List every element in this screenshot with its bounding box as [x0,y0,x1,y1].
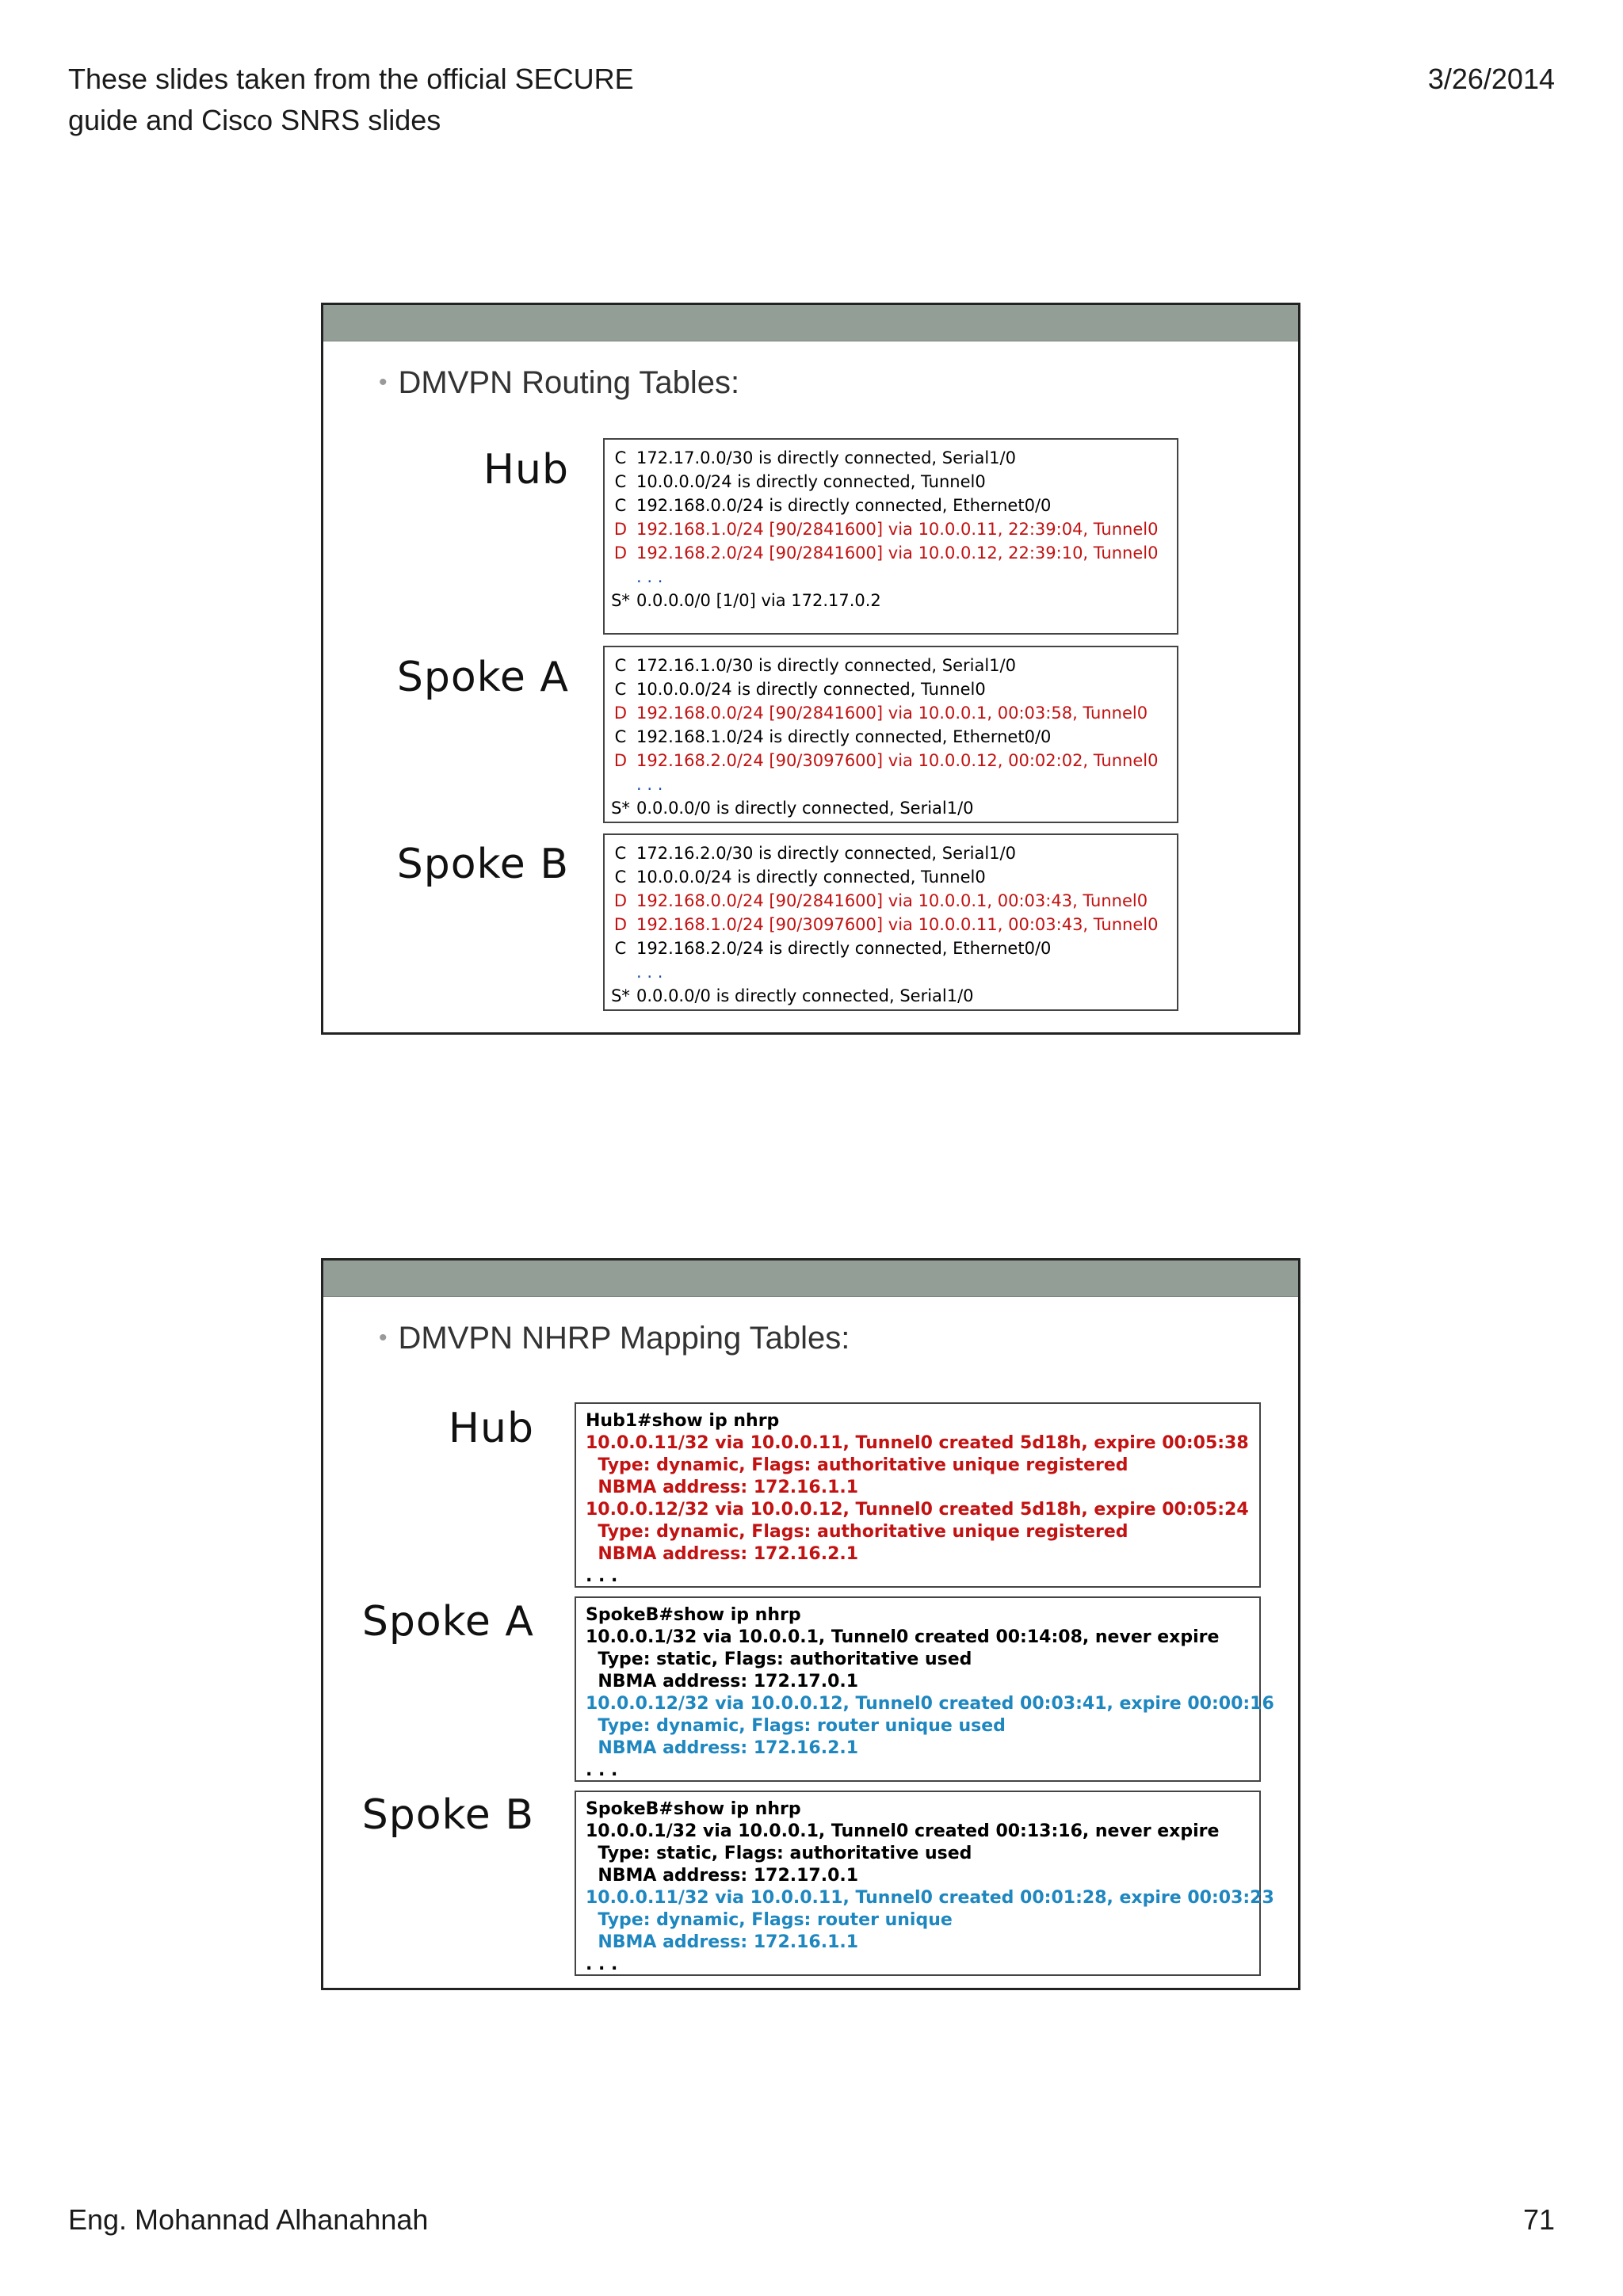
route-entry [605,772,1177,796]
device-label-spoke-b: Spoke B [396,841,569,888]
route-text: 10.0.0.0/24 is directly connected, Tunnel0 [636,680,986,699]
route-code: D [613,520,628,539]
route-code: C [614,868,627,887]
nhrp-line: . . . [586,1760,618,1780]
nhrp-line: Type: dynamic, Flags: authoritative unique registered [586,1522,1128,1542]
route-entry [605,446,1177,470]
device-label-spoke-b: Spoke B [361,1791,534,1839]
nhrp-line: NBMA address: 172.16.1.1 [586,1932,859,1952]
slide-routing-tables [321,303,1300,1035]
route-entry [605,796,1177,820]
nhrp-line: NBMA address: 172.16.2.1 [586,1544,859,1564]
route-text: 0.0.0.0/0 [1/0] via 172.17.0.2 [636,591,881,610]
nhrp-line: 10.0.0.12/32 via 10.0.0.12, Tunnel0 created 5d18h, expire 00:05:24 [586,1500,1249,1520]
route-code: C [614,727,627,746]
route-text: . . . [636,775,663,794]
route-code: D [613,915,628,934]
route-entry [605,677,1177,701]
route-code: C [614,939,627,958]
route-code: C [614,844,627,863]
route-text: 192.168.1.0/24 [90/3097600] via 10.0.0.11, 00:03:43, Tunnel0 [636,915,1159,934]
route-entry [605,589,1177,612]
slide-title [379,365,739,401]
nhrp-line: . . . [586,1955,618,1974]
slide-nhrp-tables [321,1258,1300,1990]
route-code [605,565,636,589]
route-text: 0.0.0.0/0 is directly connected, Serial1/0 [636,986,974,1005]
device-label-hub: Hub [448,1405,534,1452]
route-code: C [614,472,627,491]
route-text: 192.168.0.0/24 is directly connected, Ethernet0/0 [636,496,1052,515]
route-text: 192.168.2.0/24 [90/3097600] via 10.0.0.12, 00:02:02, Tunnel0 [636,751,1159,770]
route-code: D [613,543,628,563]
route-entry [605,517,1177,541]
nhrp-line: 10.0.0.12/32 via 10.0.0.12, Tunnel0 created 00:03:41, expire 00:00:16 [586,1694,1274,1714]
nhrp-line: 10.0.0.1/32 via 10.0.0.1, Tunnel0 created 00:13:16, never expire [586,1821,1220,1841]
route-text: 192.168.0.0/24 [90/2841600] via 10.0.0.1, 00:03:43, Tunnel0 [636,891,1148,910]
nhrp-line: Type: static, Flags: authoritative used [586,1844,972,1863]
nhrp-line: NBMA address: 172.17.0.1 [586,1866,859,1886]
nhrp-line: 10.0.0.1/32 via 10.0.0.1, Tunnel0 created 00:14:08, never expire [586,1627,1220,1647]
bullet-icon: • [379,369,388,395]
route-entry [605,701,1177,725]
nhrp-table-spoke-a [575,1596,1274,1782]
route-code: S* [611,986,630,1005]
routing-table-spoke-b [603,833,1178,1011]
route-entry [605,541,1177,565]
device-label-spoke-a: Spoke A [396,654,569,701]
route-entry [605,654,1177,677]
route-text: 0.0.0.0/0 is directly connected, Serial1/0 [636,799,974,818]
route-entry [605,470,1177,494]
route-code: S* [611,799,630,818]
nhrp-table-spoke-b [575,1791,1274,1976]
route-text: 172.16.1.0/30 is directly connected, Serial1/0 [636,656,1016,675]
route-text: 192.168.1.0/24 is directly connected, Ethernet0/0 [636,727,1052,746]
route-text: 172.16.2.0/30 is directly connected, Serial1/0 [636,844,1016,863]
route-code: C [614,680,627,699]
nhrp-line: Type: dynamic, Flags: router unique used [586,1716,1006,1736]
slide-title [379,1321,850,1356]
route-text: 192.168.2.0/24 [90/2841600] via 10.0.0.12, 22:39:10, Tunnel0 [636,543,1159,563]
nhrp-line: 10.0.0.11/32 via 10.0.0.11, Tunnel0 created 5d18h, expire 00:05:38 [586,1433,1249,1453]
nhrp-line: NBMA address: 172.16.2.1 [586,1738,859,1758]
nhrp-line: SpokeB#show ip nhrp [586,1799,801,1819]
nhrp-line: Hub1#show ip nhrp [586,1411,780,1431]
route-text: . . . [636,963,663,982]
nhrp-line: SpokeB#show ip nhrp [586,1605,801,1625]
route-code [605,960,636,984]
route-code: C [614,656,627,675]
route-entry [605,494,1177,517]
route-code: D [613,891,628,910]
routing-table-spoke-a [603,646,1178,823]
nhrp-line: Type: dynamic, Flags: authoritative unique registered [586,1455,1128,1475]
route-text: . . . [636,567,663,586]
route-text: 172.17.0.0/30 is directly connected, Serial1/0 [636,448,1016,467]
route-entry [605,936,1177,960]
route-entry [605,749,1177,772]
route-code: S* [611,591,630,610]
nhrp-line: . . . [586,1566,618,1586]
route-text: 192.168.2.0/24 is directly connected, Ethernet0/0 [636,939,1052,958]
route-entry [605,865,1177,889]
device-label-hub: Hub [483,446,569,494]
nhrp-line: Type: dynamic, Flags: router unique [586,1910,953,1930]
route-code: D [613,751,628,770]
route-code: D [613,704,628,723]
route-entry [605,889,1177,913]
nhrp-line: 10.0.0.11/32 via 10.0.0.11, Tunnel0 created 00:01:28, expire 00:03:23 [586,1888,1274,1908]
slide-title-text: DMVPN Routing Tables: [398,365,740,400]
slide-title-bar [323,305,1298,341]
slide-title-bar [323,1261,1298,1297]
header-line-1: These slides taken from the official SECURE [68,63,634,95]
route-entry [605,565,1177,589]
nhrp-table-hub [575,1402,1261,1588]
route-entry [605,841,1177,865]
route-code: C [614,448,627,467]
slide-title-text: DMVPN NHRP Mapping Tables: [398,1321,850,1356]
routing-table-hub [603,438,1178,635]
nhrp-line: NBMA address: 172.16.1.1 [586,1478,859,1497]
device-label-spoke-a: Spoke A [361,1598,534,1646]
route-text: 10.0.0.0/24 is directly connected, Tunnel0 [636,472,986,491]
route-entry [605,984,1177,1008]
route-entry [605,913,1177,936]
route-code: C [614,496,627,515]
page-date: 3/26/2014 [1427,63,1555,95]
route-text: 192.168.0.0/24 [90/2841600] via 10.0.0.1, 00:03:58, Tunnel0 [636,704,1148,723]
bullet-icon: • [379,1325,388,1351]
author-footer: Eng. Mohannad Alhanahnah [68,2203,429,2236]
nhrp-line: Type: static, Flags: authoritative used [586,1650,972,1669]
nhrp-line: NBMA address: 172.17.0.1 [586,1672,859,1691]
page-number: 71 [1522,2203,1555,2236]
page-header [68,59,781,141]
route-text: 10.0.0.0/24 is directly connected, Tunnel0 [636,868,986,887]
route-entry [605,960,1177,984]
route-text: 192.168.1.0/24 [90/2841600] via 10.0.0.11, 22:39:04, Tunnel0 [636,520,1159,539]
route-code [605,772,636,796]
header-line-2: guide and Cisco SNRS slides [68,104,441,136]
route-entry [605,725,1177,749]
